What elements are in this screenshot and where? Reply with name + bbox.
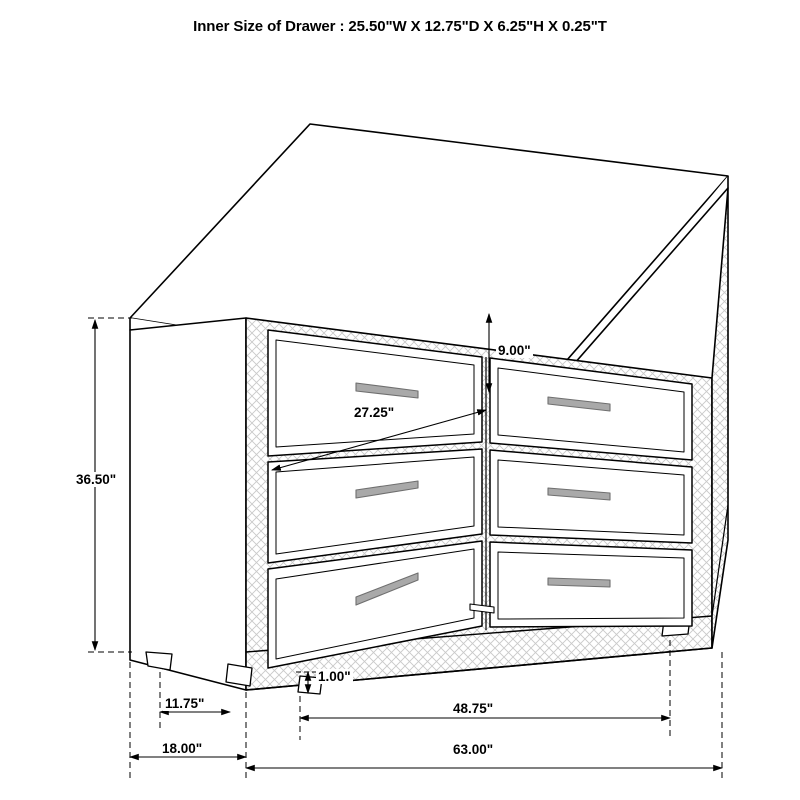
dresser-left-side-panel <box>130 318 246 690</box>
dim-label-depth-total: 18.00" <box>162 741 203 756</box>
dim-label-height-overall: 36.50" <box>76 472 117 487</box>
dim-label-base-inner-width: 48.75" <box>453 701 494 716</box>
dresser-body <box>130 124 728 694</box>
dim-label-depth-side: 11.75" <box>165 696 205 711</box>
dim-label-base-height: 1.00" <box>318 669 351 684</box>
dim-label-drawer-height: 9.00" <box>498 343 531 358</box>
dim-label-drawer-width: 27.25" <box>354 405 395 420</box>
dim-label-width-total: 63.00" <box>453 742 494 757</box>
page-title: Inner Size of Drawer : 25.50"W X 12.75"D X 6.25"H X 0.25"T <box>193 18 607 35</box>
dresser-right-side-panel <box>712 188 728 648</box>
